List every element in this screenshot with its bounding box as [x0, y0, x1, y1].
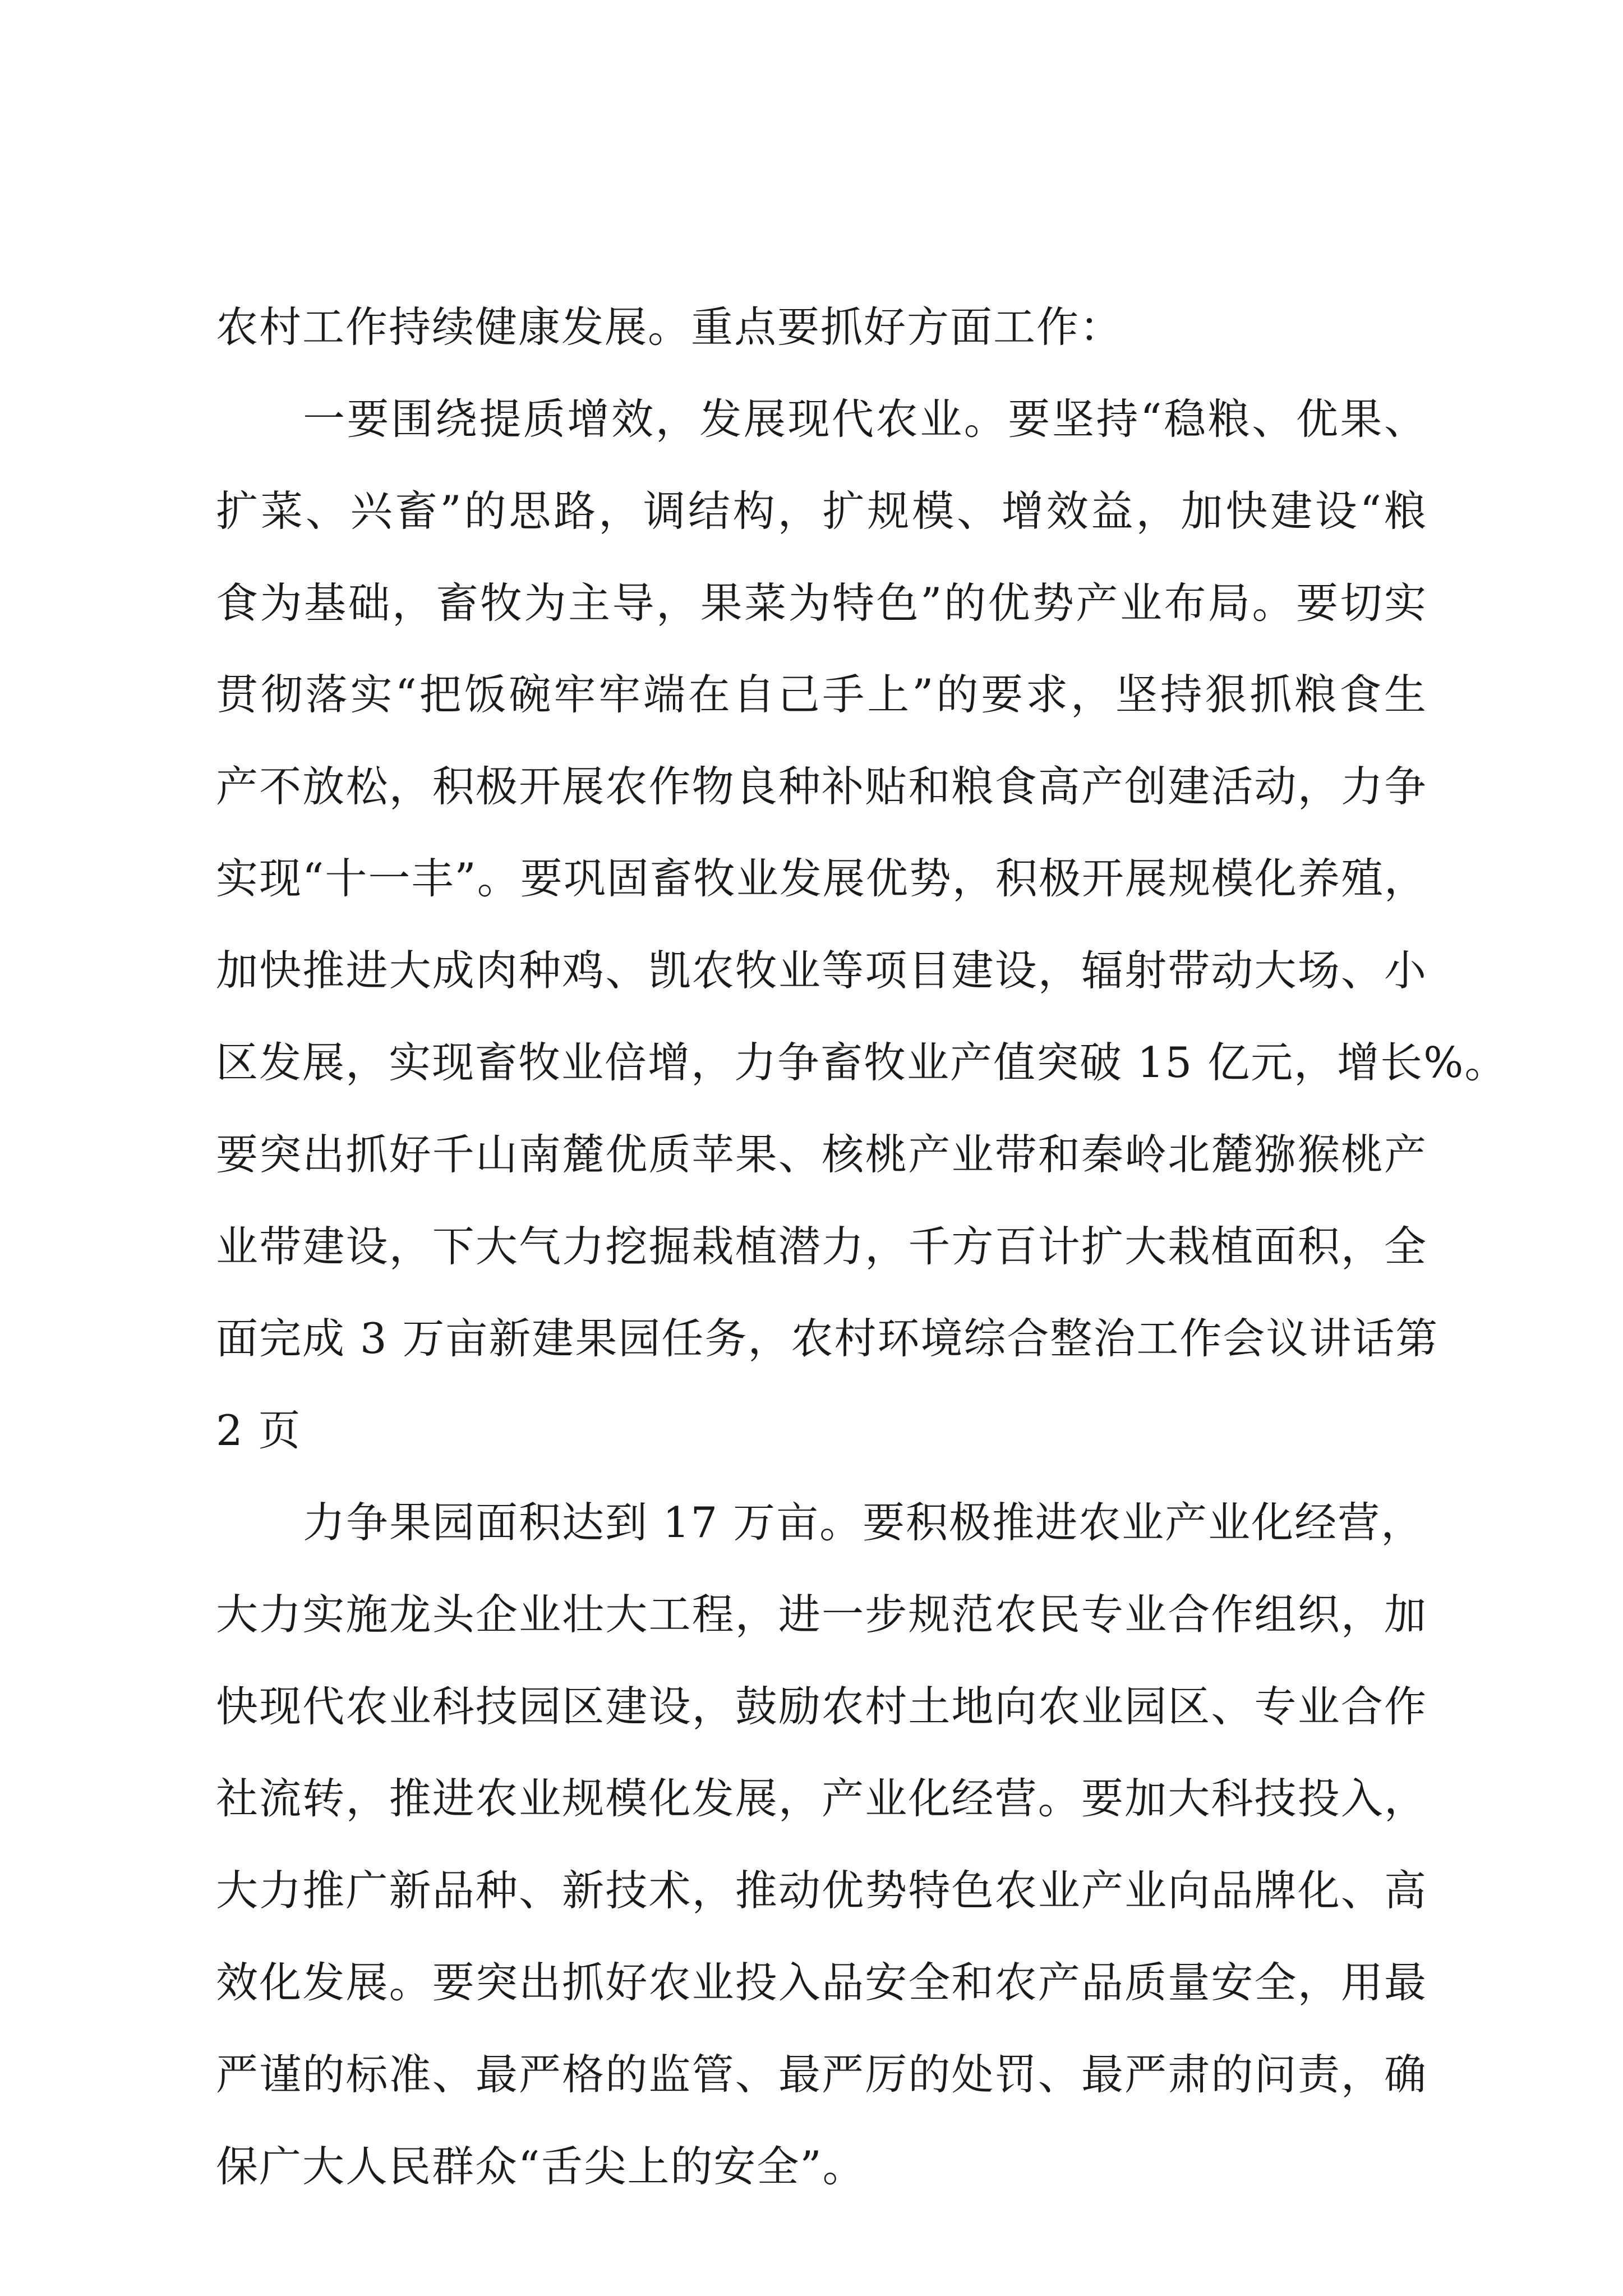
paragraph-line: 加快推进大成肉种鸡、凯农牧业等项目建设，辐射带动大场、小	[216, 946, 1427, 995]
paragraph-line: 社流转，推进农业规模化发展，产业化经营。要加大科技投入，	[216, 1774, 1427, 1823]
paragraph-line: 力争果园面积达到 17 万亩。要积极推进农业产业化经营，	[303, 1498, 1424, 1547]
paragraph-line: 业带建设，下大气力挖掘栽植潜力，千方百计扩大栽植面积，全	[216, 1222, 1427, 1271]
paragraph-line: 贯彻落实“把饭碗牢牢端在自己手上”的要求，坚持狠抓粮食生	[216, 670, 1427, 719]
paragraph-line: 实现“十一丰”。要巩固畜牧业发展优势，积极开展规模化养殖，	[216, 854, 1427, 903]
paragraph-line: 一要围绕提质增效，发展现代农业。要坚持“稳粮、优果、	[303, 394, 1427, 444]
paragraph-line: 保广大人民群众“舌尖上的安全”。	[216, 2142, 866, 2191]
paragraph-line: 快现代农业科技园区建设，鼓励农村土地向农业园区、专业合作	[216, 1682, 1427, 1731]
paragraph-line: 食为基础，畜牧为主导，果菜为特色”的优势产业布局。要切实	[216, 578, 1427, 628]
paragraph-line: 大力实施龙头企业壮大工程，进一步规范农民专业合作组织，加	[216, 1590, 1427, 1639]
paragraph-line: 效化发展。要突出抓好农业投入品安全和农产品质量安全，用最	[216, 1958, 1427, 2007]
paragraph-line: 严谨的标准、最严格的监管、最严厉的处罚、最严肃的问责，确	[216, 2050, 1427, 2099]
paragraph-line: 面完成 3 万亩新建果园任务，农村环境综合整治工作会议讲话第	[216, 1314, 1439, 1363]
paragraph-line: 扩菜、兴畜”的思路，调结构，扩规模、增效益，加快建设“粮	[216, 486, 1427, 536]
paragraph-line: 大力推广新品种、新技术，推动优势特色农业产业向品牌化、高	[216, 1866, 1427, 1915]
paragraph-line: 要突出抓好千山南麓优质苹果、核桃产业带和秦岭北麓猕猴桃产	[216, 1130, 1427, 1179]
paragraph-line: 产不放松，积极开展农作物良种补贴和粮食高产创建活动，力争	[216, 762, 1427, 811]
paragraph-line: 农村工作持续健康发展。重点要抓好方面工作：	[216, 302, 1123, 352]
paragraph-line: 2 页	[216, 1406, 302, 1455]
paragraph-line: 区发展，实现畜牧业倍增，力争畜牧业产值突破 15 亿元，增长%。	[216, 1038, 1508, 1087]
